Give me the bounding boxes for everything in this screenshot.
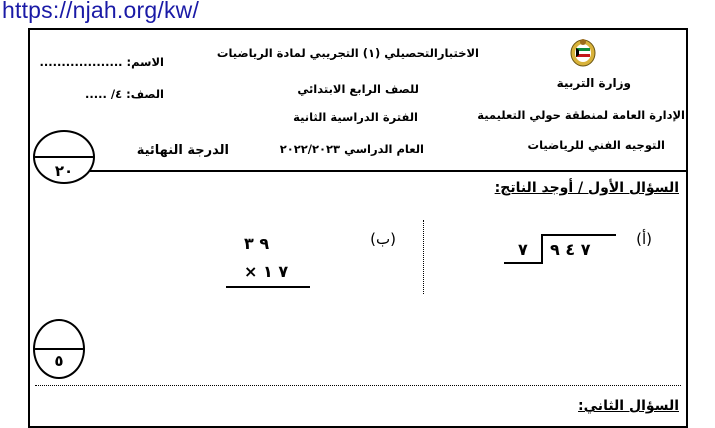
long-division-top-line: [541, 234, 616, 236]
district-name: الإدارة العامة لمنطقة حولي التعليمية: [477, 108, 685, 122]
final-grade-value: ٢٠: [54, 162, 74, 180]
exam-title: الاختبارالتحصيلي (١) التجريبي لمادة الرياضيات: [216, 46, 479, 60]
source-url[interactable]: https://njah.org/kw/: [2, 0, 200, 23]
long-division-bracket: [541, 234, 543, 263]
question-1-score-box: [33, 319, 85, 379]
class-field-label: الصف: ٤/ .....: [85, 87, 164, 101]
part-a-divisor: ٧: [518, 240, 528, 259]
final-grade-label: الدرجة النهائية: [136, 143, 229, 158]
part-b-label: (ب): [370, 230, 396, 248]
question-1-title: السؤال الأول / أوجد الناتج:: [494, 180, 679, 196]
question-1-score-value: ٥: [54, 352, 64, 370]
grade-level: للصف الرابع الابتدائي: [297, 82, 419, 96]
department-name: التوجيه الفني للرياضيات: [527, 138, 665, 152]
academic-year: العام الدراسي ٢٠٢٢/٢٠٢٣: [279, 142, 424, 156]
section-divider: [35, 385, 681, 386]
term-label: الفترة الدراسية الثانية: [293, 110, 418, 124]
part-b-multiplicand: ٩ ٣: [244, 234, 270, 253]
part-a-dividend: ٧ ٤ ٩: [550, 240, 591, 259]
final-grade-divider: [35, 156, 93, 158]
part-b-multiplier: ٧ ١ ×: [244, 262, 289, 281]
question-2-title: السؤال الثاني:: [578, 398, 679, 414]
parts-separator: [423, 220, 424, 294]
name-field-label: الاسم: ...................: [39, 55, 164, 69]
question-1-score-divider: [35, 348, 83, 350]
header-divider: [90, 170, 686, 172]
exam-sheet: [28, 28, 688, 428]
final-grade-box: [33, 130, 95, 184]
multiplication-line: [226, 286, 310, 288]
part-a-label: (أ): [636, 230, 652, 248]
kuwait-emblem-icon: [569, 37, 597, 67]
long-division-divisor-underline: [504, 262, 543, 264]
ministry-name: وزارة التربية: [556, 76, 631, 90]
